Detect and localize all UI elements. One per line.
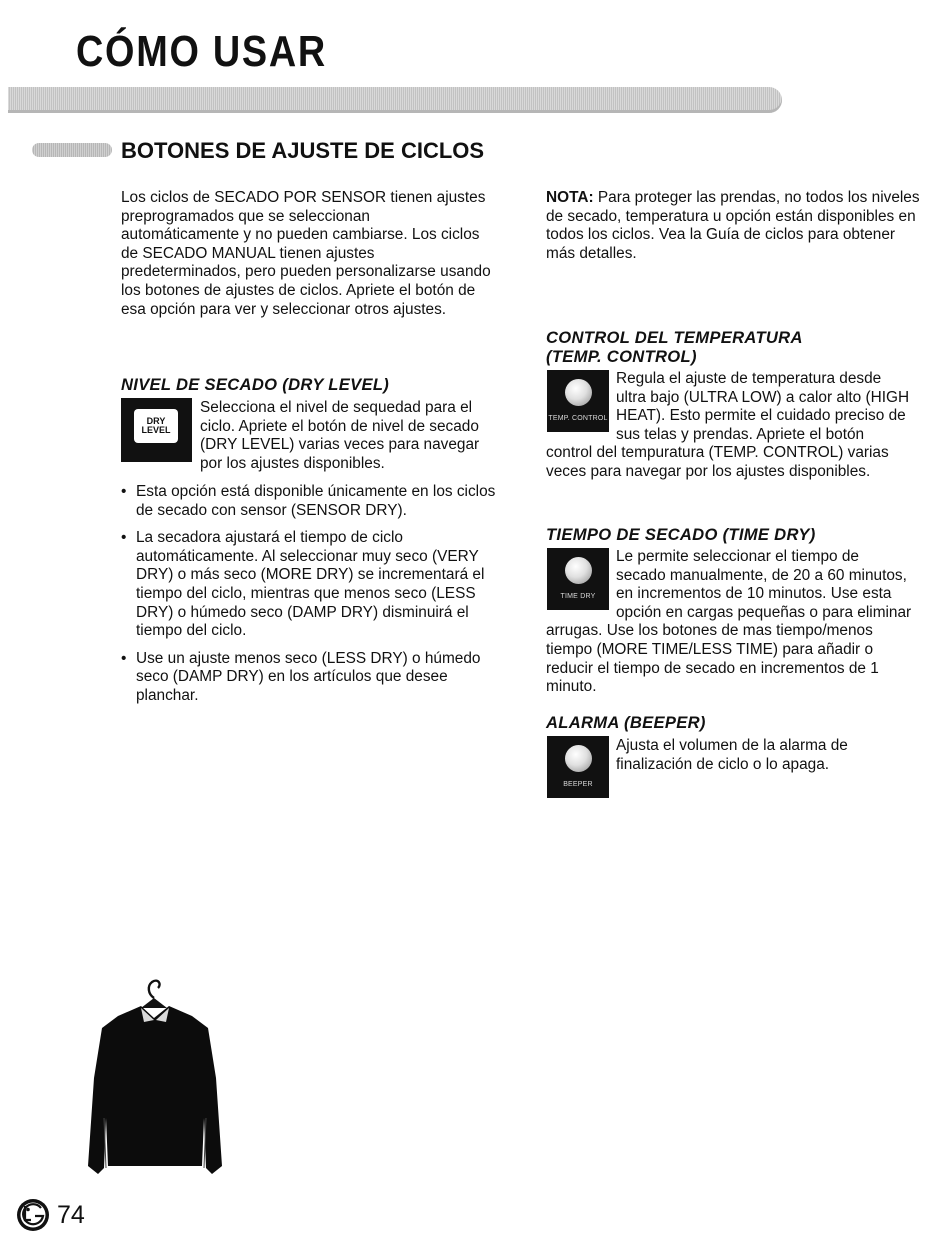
temp-control-heading [546, 328, 803, 366]
bullet-dot: • [121, 483, 127, 500]
page-number: 74 [57, 1201, 85, 1229]
beeper-description: Ajusta el volumen de la alarma de finalización de ciclo o lo apaga. [616, 737, 848, 773]
section-title: BOTONES DE AJUSTE DE CICLOS [121, 138, 485, 163]
dry-level-description: Selecciona el nivel de sequedad para el ciclo. Apriete el botón de nivel de secado (DRY LEVEL) varias veces para navegar por los ajustes disponibles. [200, 399, 480, 472]
note-label: NOTA: [546, 189, 594, 206]
time-dry-icon-label: TIME DRY [560, 593, 596, 600]
intro-paragraph: Los ciclos de SECADO POR SENSOR tienen ajustes preprogramados que se seleccionan automáticamente y no pueden cambiarse. Los ciclos de SECADO MANUAL tienen ajustes predeterminados, pero pueden personalizarse usando los botones de ajustes de ciclos. Apriete el botón de esa opción para ver y seleccionar otros ajustes. [121, 189, 491, 318]
bullet-text: Use un ajuste menos seco (LESS DRY) o húmedo seco (DAMP DRY) en los artículos que desee planchar. [136, 649, 481, 704]
time-dry-knob-icon [565, 557, 592, 584]
temp-control-button-icon [547, 370, 609, 432]
dry-level-bullet-list [121, 483, 496, 715]
temp-control-heading-line1: CONTROL DEL TEMPERATURA [546, 328, 803, 347]
lg-logo-icon [16, 1198, 50, 1232]
temp-control-icon-label: TEMP. CONTROL [548, 415, 608, 422]
time-dry-button-icon [547, 548, 609, 610]
section-decorative-bar [32, 143, 112, 157]
beeper-icon-label: BEEPER [563, 781, 593, 788]
dry-level-heading: NIVEL DE SECADO (DRY LEVEL) [121, 375, 390, 394]
note-text: Para proteger las prendas, no todos los niveles de secado, temperatura u opción están disponibles en todos los ciclos. Vea la Guía de ciclos para obtener más detalles. [546, 189, 920, 262]
list-item [121, 529, 496, 641]
temp-control-knob-icon [565, 379, 592, 406]
bullet-text: Esta opción está disponible únicamente en los ciclos de secado con sensor (SENSOR DRY). [136, 483, 496, 519]
beeper-heading: ALARMA (BEEPER) [546, 713, 706, 732]
temp-control-heading-line2: (TEMP. CONTROL) [546, 347, 697, 366]
list-item [121, 650, 496, 706]
bullet-dot: • [121, 529, 127, 547]
bullet-text: La secadora ajustará el tiempo de ciclo automáticamente. Al seleccionar muy seco (VERY DRY) o más seco (MORE DRY) se incrementará el tiempo del ciclo, mientras que menos seco (LESS DRY) o húmedo seco (DAMP DRY) disminuirá el tiempo del ciclo. [136, 529, 485, 640]
temp-control-description: Regula el ajuste de temperatura desde ultra bajo (ULTRA LOW) a calor alto (HIGH HEAT). Esto permite el cuidado preciso de sus telas y prendas. Apriete el botón control del tempuratura (TEMP. CONTROL) varias veces para navegar por los ajustes disponibles. [546, 370, 910, 480]
dry-level-button-icon [121, 398, 192, 462]
bullet-dot: • [121, 649, 127, 667]
header-decorative-bar [8, 87, 782, 113]
time-dry-heading: TIEMPO DE SECADO (TIME DRY) [546, 525, 816, 544]
dry-level-icon-line2: LEVEL [141, 425, 171, 435]
time-dry-description: Le permite seleccionar el tiempo de secado manualmente, de 20 a 60 minutos, en incrementos de 10 minutos. Use esta opción en cargas pequeñas o para eliminar arrugas. Use los botones de mas tiempo/menos tiempo (MORE TIME/LESS TIME) para añadir o reducir el tiempo de secado en incrementos de 1 minuto. [546, 548, 912, 696]
dry-level-icon-line1: DRY [146, 416, 166, 426]
page-title: CÓMO USAR [76, 27, 327, 76]
list-item [121, 483, 496, 520]
note-paragraph [546, 189, 926, 263]
dry-level-button-face [134, 409, 178, 443]
beeper-button-icon [547, 736, 609, 798]
shirt-on-hanger-icon [78, 968, 230, 1180]
beeper-knob-icon [565, 745, 592, 772]
